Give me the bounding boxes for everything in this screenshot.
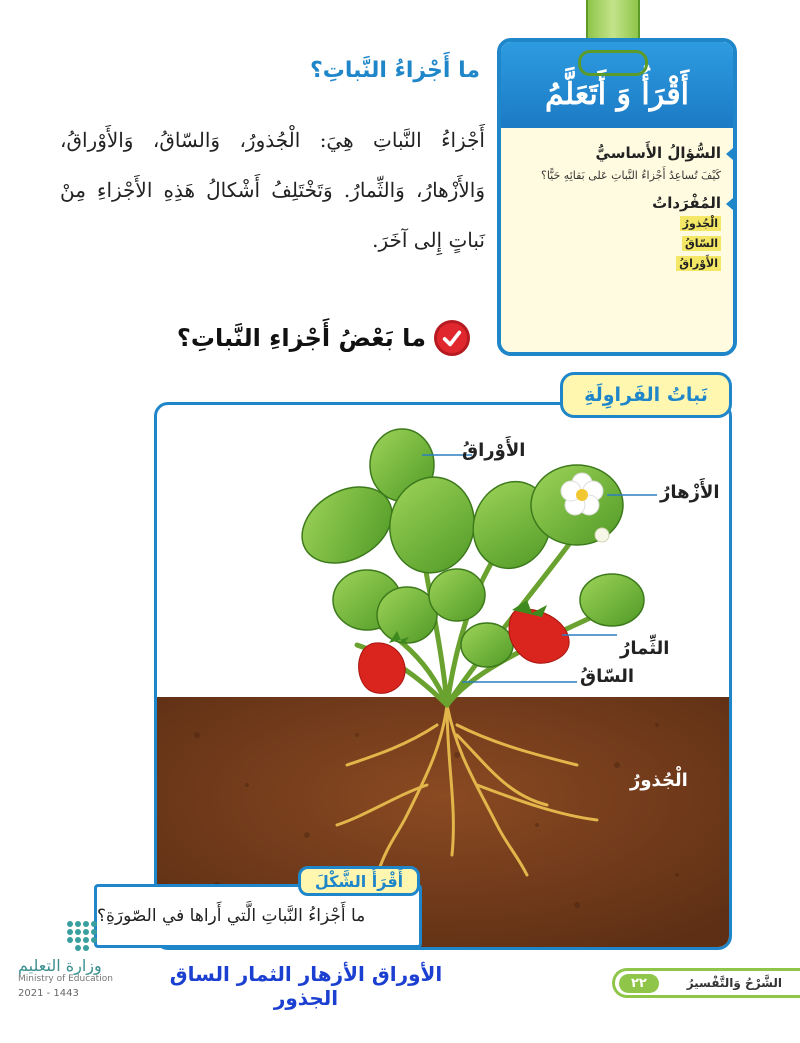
footer-section-label: الشَّرْحُ وَالتَّفْسيرُ	[686, 976, 782, 990]
ministry-year: 2021 - 1443	[18, 988, 79, 999]
read-figure-question: ما أَجْزاءُ النَّباتِ الَّتي أَراها في الصّورَةِ؟	[97, 906, 366, 926]
vocab-stem: السّاقُ	[682, 236, 721, 251]
strawberry-figure	[154, 402, 732, 950]
figure-title-tab: نَباتُ الفَراوِلَةِ	[560, 372, 732, 418]
leaves	[288, 429, 644, 667]
flower-bud	[595, 528, 609, 542]
read-and-learn-card	[497, 38, 737, 356]
vocab-leaves: الأَوْراقُ	[676, 256, 721, 271]
check-question	[170, 320, 470, 356]
vocab-roots: الْجُذورُ	[680, 216, 721, 231]
ministry-name-arabic: وزارة التعليم	[18, 956, 102, 975]
footer-bar	[612, 968, 800, 998]
label-leaves: الأَوْراقُ	[462, 440, 526, 461]
strawberry-plant-illustration	[157, 405, 729, 947]
card-body	[501, 128, 733, 354]
checkmark-icon	[434, 320, 470, 356]
essential-question-heading: السُّؤالُ الأَساسيُّ	[509, 144, 721, 162]
ministry-name-english: Ministry of Education	[18, 974, 113, 984]
vocab-heading: المُفْرَداتُ	[509, 194, 721, 212]
label-stem: السّاقُ	[580, 666, 635, 687]
section-title: ما أَجْزاءُ النَّباتِ؟	[310, 58, 480, 83]
page-number: ٢٢	[619, 974, 659, 993]
label-roots: الْجُذورُ	[630, 770, 688, 791]
read-figure-tab: أَقْرَأُ الشَّكْلَ	[298, 866, 420, 896]
check-question-text: ما بَعْضُ أَجْزاءِ النَّباتِ؟	[176, 324, 426, 352]
section-paragraph: أَجْزاءُ النَّباتِ هِيَ: الْجُذورُ، وَالسّاقُ، وَالأَوْراقُ، وَالأَزْهارُ، وَالثِّمارُ. وَتَخْتَلِفُ أَشْكالُ هَذِهِ الأَجْزاءِ مِنْ نَباتٍ إِلى آخَرَ.	[60, 128, 485, 252]
ribbon-ring	[578, 50, 648, 76]
label-flowers: الأَزْهارُ	[660, 482, 720, 503]
card-title: أَقْرَأُ وَ أَتَعَلَّمُ	[545, 76, 689, 112]
ministry-logo-icon	[64, 918, 104, 954]
essential-question: كَيْفَ تُساعِدُ أَجْزاءُ النَّباتِ عَلى بَقائِهِ حَيًّا؟	[540, 169, 721, 182]
answer-text: الأوراق الأزهار الثمار الساق الجذور	[169, 962, 443, 1010]
label-fruits: الثِّمارُ	[620, 638, 670, 659]
